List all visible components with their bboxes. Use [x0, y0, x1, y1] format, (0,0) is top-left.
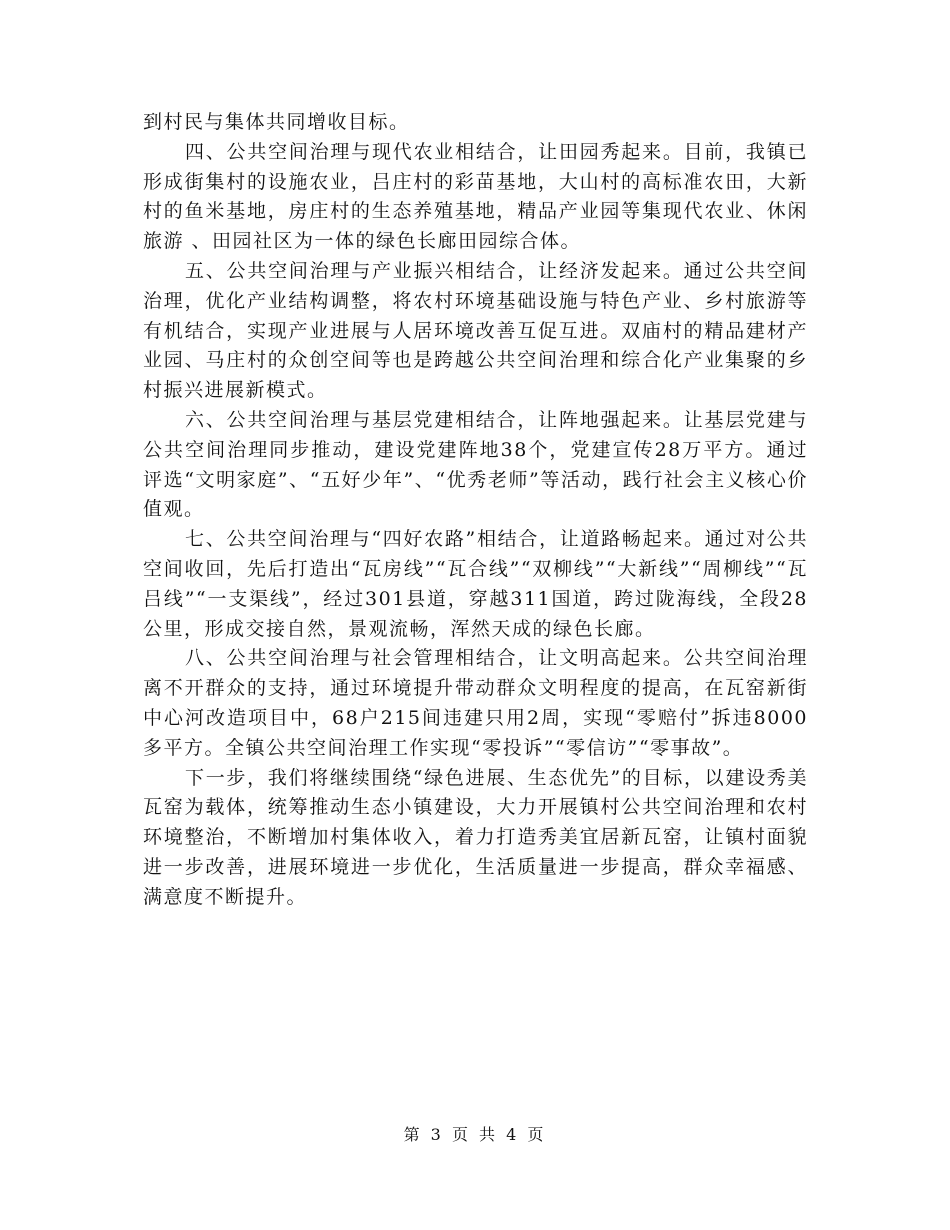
- page-number-footer: 第 3 页 共 4 页: [403, 1125, 547, 1144]
- paragraph-social-management: 八、公共空间治理与社会管理相结合，让文明高起来。公共空间治理离不开群众的支持，通过环境提升带动群众文明程度的提高，在瓦窑新街中心河改造项目中，68户215间违建只用2周，实现“零赔付”拆违8000多平方。全镇公共空间治理工作实现“零投诉”“零信访”“零事故”。: [143, 647, 808, 759]
- paragraph-next-steps: 下一步，我们将继续围绕“绿色进展、生态优先”的目标，以建设秀美瓦窑为载体，统筹推动生态小镇建设，大力开展镇村公共空间治理和农村环境整治，不断增加村集体收入，着力打造秀美宜居新瓦窑，让镇村面貌进一步改善，进展环境进一步优化，生活质量进一步提高，群众幸福感、满意度不断提升。: [143, 766, 808, 908]
- paragraph-rural-roads: 七、公共空间治理与“四好农路”相结合，让道路畅起来。通过对公共空间收回，先后打造出“瓦房线”“瓦合线”“双柳线”“大新线”“周柳线”“瓦吕线”“一支渠线”，经过301县道，穿越311国道，跨过陇海线，全段28公里，形成交接自然，景观流畅，浑然天成的绿色长廊。: [143, 528, 808, 640]
- paragraph-modern-agriculture: 四、公共空间治理与现代农业相结合，让田园秀起来。目前，我镇已形成街集村的设施农业，吕庄村的彩苗基地，大山村的高标准农田，大新村的鱼米基地，房庄村的生态养殖基地，精品产业园等集现代农业、休闲旅游 、田园社区为一体的绿色长廊田园综合体。: [143, 140, 808, 253]
- paragraph-industry-revitalization: 五、公共空间治理与产业振兴相结合，让经济发起来。通过公共空间治理，优化产业结构调整，将农村环境基础设施与特色产业、乡村旅游等有机结合，实现产业进展与人居环境改善互促互进。双庙村的精品建材产业园、马庄村的众创空间等也是跨越公共空间治理和综合化产业集聚的乡村振兴进展新模式。: [143, 259, 808, 402]
- paragraph-party-building: 六、公共空间治理与基层党建相结合，让阵地强起来。让基层党建与公共空间治理同步推动，建设党建阵地38个，党建宣传28万平方。通过评选“文明家庭”、“五好少年”、“优秀老师”等活动，践行社会主义核心价值观。: [143, 408, 808, 521]
- document-body: [143, 108, 808, 913]
- paragraph-continuation: 到村民与集体共同增收目标。: [143, 111, 410, 133]
